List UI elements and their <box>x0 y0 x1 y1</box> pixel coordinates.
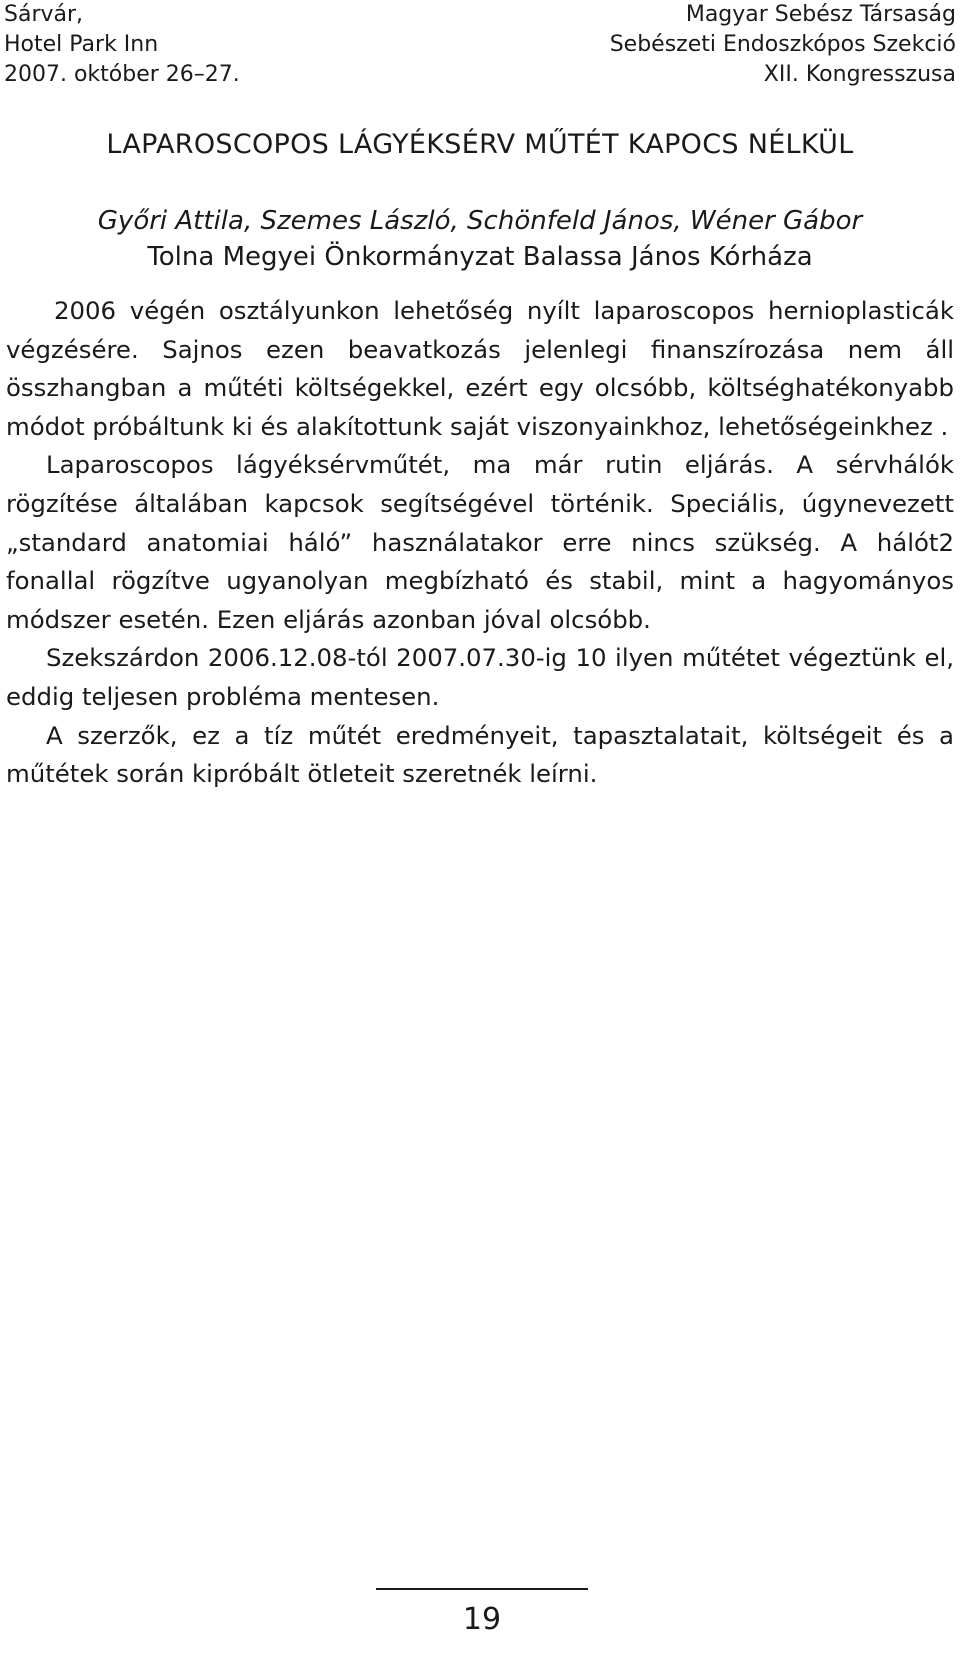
abstract-paragraph: A szerzők, ez a tíz műtét eredményeit, tapasztalatait, költségeit és a műtétek során kipróbált ötleteit szeretnék leírni. <box>6 720 954 789</box>
header-congress: XII. Kongresszusa <box>763 62 956 87</box>
article-authors: Győri Attila, Szemes László, Schönfeld János, Wéner Gábor <box>97 206 863 236</box>
header-right <box>610 0 956 90</box>
header-section: Sebészeti Endoszkópos Szekció <box>609 32 956 57</box>
abstract-paragraph: Szekszárdon 2006.12.08-tól 2007.07.30-ig 10 ilyen műtétet végeztünk el, eddig teljesen probléma mentesen. <box>6 643 954 711</box>
article-title: LAPAROSCOPOS LÁGYÉKSÉRV MŰTÉT KAPOCS NÉLKÜL <box>106 129 854 160</box>
abstract-paragraph: 2006 végén osztályunkon lehetőség nyílt laparoscopos hernioplasticák végzésére. Sajnos ezen beavatkozás jelenlegi finanszírozása nem áll összhangban a műtéti költségekkel, ezért egy olcsóbb, költséghatékonyabb módot próbáltunk ki és alakítottunk saját viszonyainkhoz, lehetőségeinkhez . <box>6 296 954 441</box>
header-location: Sárvár, <box>4 2 84 27</box>
footer-rule <box>376 1588 588 1590</box>
header-venue: Hotel Park Inn <box>4 32 159 57</box>
page-number: 19 <box>462 1602 502 1637</box>
abstract-body <box>6 292 954 794</box>
abstract-paragraph: Laparoscopos lágyéksérvműtét, ma már rutin eljárás. A sérvhálók rögzítése általában kapcsok segítségével történik. Speciális, úgynevezett „standard anatomiai háló” használatakor erre nincs szükség. A hálót2 fonallal rögzítve ugyanolyan megbízható és stabil, mint a hagyományos módszer esetén. Ezen eljárás azonban jóval olcsóbb. <box>6 450 954 634</box>
header-date: 2007. október 26–27. <box>4 62 240 87</box>
header-left <box>4 0 240 90</box>
article-institution: Tolna Megyei Önkormányzat Balassa János Kórháza <box>147 242 813 272</box>
header-society: Magyar Sebész Társaság <box>685 2 956 27</box>
